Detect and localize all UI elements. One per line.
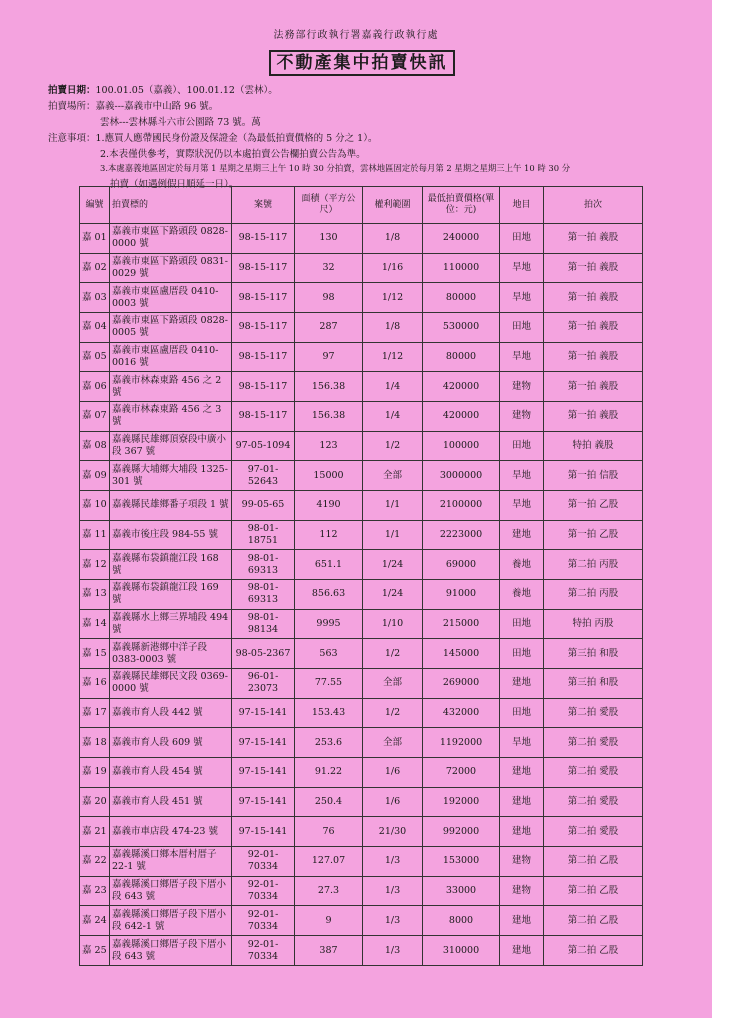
- cell-no: 嘉 03: [80, 283, 110, 313]
- table-row: [80, 283, 643, 313]
- cell-case: 97-15-141: [232, 758, 295, 788]
- cell-round: 第一拍 信股: [544, 461, 643, 491]
- table-row: [80, 372, 643, 402]
- cell-land: 田地: [500, 431, 544, 461]
- cell-area: 32: [295, 253, 363, 283]
- header-round: 拍次: [544, 187, 643, 224]
- cell-item: 嘉義縣民雄鄉民文段 0369-0000 號: [110, 669, 232, 699]
- cell-no: 嘉 04: [80, 313, 110, 343]
- cell-price: 100000: [423, 431, 500, 461]
- cell-round: 第二拍 愛股: [544, 787, 643, 817]
- cell-area: 15000: [295, 461, 363, 491]
- cell-land: 建地: [500, 936, 544, 966]
- cell-round: 第二拍 乙股: [544, 906, 643, 936]
- note-2: 2.本表僅供參考，實際狀況仍以本處拍賣公告欄拍賣公告為準。: [100, 149, 366, 160]
- cell-case: 97-01-52643: [232, 461, 295, 491]
- cell-item: 嘉義市東區下路頭段 0828-0000 號: [110, 224, 232, 254]
- cell-rights: 1/16: [363, 253, 423, 283]
- cell-round: 第一拍 義股: [544, 402, 643, 432]
- cell-land: 田地: [500, 639, 544, 669]
- cell-case: 98-15-117: [232, 372, 295, 402]
- cell-round: 第一拍 義股: [544, 253, 643, 283]
- table-row: [80, 402, 643, 432]
- auction-place-yunlin: 雲林---雲林縣斗六市公園路 73 號。萬: [100, 117, 261, 128]
- cell-rights: 1/2: [363, 639, 423, 669]
- cell-price: 420000: [423, 372, 500, 402]
- cell-rights: 1/4: [363, 372, 423, 402]
- table-row: [80, 609, 643, 639]
- cell-item: 嘉義市林森東路 456 之 3 號: [110, 402, 232, 432]
- cell-case: 98-15-117: [232, 342, 295, 372]
- cell-area: 123: [295, 431, 363, 461]
- cell-no: 嘉 06: [80, 372, 110, 402]
- cell-no: 嘉 25: [80, 936, 110, 966]
- table-row: [80, 906, 643, 936]
- cell-item: 嘉義縣大埔鄉大埔段 1325-301 號: [110, 461, 232, 491]
- cell-price: 69000: [423, 550, 500, 580]
- cell-price: 310000: [423, 936, 500, 966]
- header-land: 地目: [500, 187, 544, 224]
- header-price: 最低拍賣價格(單位：元): [423, 187, 500, 224]
- cell-land: 建物: [500, 372, 544, 402]
- cell-area: 77.55: [295, 669, 363, 699]
- table-row: [80, 313, 643, 343]
- cell-round: 第三拍 和股: [544, 639, 643, 669]
- cell-round: 第二拍 乙股: [544, 876, 643, 906]
- cell-rights: 1/8: [363, 313, 423, 343]
- cell-price: 192000: [423, 787, 500, 817]
- cell-no: 嘉 13: [80, 580, 110, 610]
- cell-round: 第三拍 和股: [544, 669, 643, 699]
- cell-rights: 1/12: [363, 342, 423, 372]
- cell-land: 旱地: [500, 491, 544, 521]
- cell-area: 253.6: [295, 728, 363, 758]
- cell-area: 91.22: [295, 758, 363, 788]
- cell-item: 嘉義市後庄段 984-55 號: [110, 520, 232, 550]
- table-row: [80, 550, 643, 580]
- cell-area: 9: [295, 906, 363, 936]
- cell-rights: 1/3: [363, 847, 423, 877]
- auction-place-chiayi: 嘉義---嘉義市中山路 96 號。: [95, 101, 219, 112]
- cell-case: 98-01-18751: [232, 520, 295, 550]
- cell-item: 嘉義縣溪口鄉本厝村厝子 22-1 號: [110, 847, 232, 877]
- cell-area: 27.3: [295, 876, 363, 906]
- table-row: [80, 520, 643, 550]
- cell-price: 153000: [423, 847, 500, 877]
- cell-land: 旱地: [500, 283, 544, 313]
- cell-rights: 1/10: [363, 609, 423, 639]
- cell-price: 2100000: [423, 491, 500, 521]
- cell-item: 嘉義市東區下路頭段 0831-0029 號: [110, 253, 232, 283]
- cell-case: 97-15-141: [232, 728, 295, 758]
- cell-case: 99-05-65: [232, 491, 295, 521]
- cell-land: 田地: [500, 313, 544, 343]
- cell-item: 嘉義縣布袋鎮龍江段 169 號: [110, 580, 232, 610]
- auction-date-label: 拍賣日期：: [48, 85, 96, 96]
- header-no: 編號: [80, 187, 110, 224]
- cell-area: 127.07: [295, 847, 363, 877]
- cell-case: 92-01-70334: [232, 876, 295, 906]
- cell-round: 第一拍 義股: [544, 372, 643, 402]
- cell-no: 嘉 22: [80, 847, 110, 877]
- cell-rights: 1/3: [363, 936, 423, 966]
- cell-area: 250.4: [295, 787, 363, 817]
- cell-no: 嘉 24: [80, 906, 110, 936]
- note-1: 1.應買人應帶國民身份證及保證金（為最低拍賣價格的 5 分之 1）。: [95, 133, 378, 144]
- cell-price: 240000: [423, 224, 500, 254]
- note-3-continued: 拍賣（如遇例假日順延一日）。: [110, 179, 239, 190]
- cell-rights: 1/24: [363, 580, 423, 610]
- cell-land: 建地: [500, 520, 544, 550]
- cell-round: 第二拍 愛股: [544, 817, 643, 847]
- table-row: [80, 461, 643, 491]
- cell-no: 嘉 07: [80, 402, 110, 432]
- table-header-row: [80, 187, 643, 224]
- cell-case: 98-15-117: [232, 283, 295, 313]
- cell-price: 992000: [423, 817, 500, 847]
- cell-land: 建物: [500, 847, 544, 877]
- cell-price: 8000: [423, 906, 500, 936]
- auction-place-label: 拍賣場所：: [48, 101, 96, 112]
- cell-case: 98-15-117: [232, 224, 295, 254]
- cell-rights: 1/3: [363, 906, 423, 936]
- cell-price: 432000: [423, 698, 500, 728]
- cell-item: 嘉義市東區下路頭段 0828-0005 號: [110, 313, 232, 343]
- cell-rights: 1/6: [363, 787, 423, 817]
- cell-round: 第二拍 愛股: [544, 698, 643, 728]
- cell-rights: 1/1: [363, 520, 423, 550]
- cell-case: 98-15-117: [232, 313, 295, 343]
- cell-price: 420000: [423, 402, 500, 432]
- cell-land: 建物: [500, 402, 544, 432]
- cell-rights: 全部: [363, 728, 423, 758]
- cell-area: 156.38: [295, 402, 363, 432]
- cell-price: 2223000: [423, 520, 500, 550]
- table-row: [80, 342, 643, 372]
- cell-rights: 1/6: [363, 758, 423, 788]
- cell-rights: 1/2: [363, 431, 423, 461]
- cell-item: 嘉義市東區盧厝段 0410-0003 號: [110, 283, 232, 313]
- cell-land: 旱地: [500, 253, 544, 283]
- table-row: [80, 698, 643, 728]
- cell-item: 嘉義縣布袋鎮龍江段 168 號: [110, 550, 232, 580]
- cell-no: 嘉 21: [80, 817, 110, 847]
- table-row: [80, 491, 643, 521]
- cell-price: 215000: [423, 609, 500, 639]
- cell-round: 第二拍 愛股: [544, 758, 643, 788]
- cell-case: 97-15-141: [232, 698, 295, 728]
- cell-rights: 1/24: [363, 550, 423, 580]
- cell-no: 嘉 05: [80, 342, 110, 372]
- cell-rights: 1/2: [363, 698, 423, 728]
- cell-round: 第一拍 義股: [544, 313, 643, 343]
- cell-area: 651.1: [295, 550, 363, 580]
- cell-case: 98-15-117: [232, 402, 295, 432]
- cell-area: 98: [295, 283, 363, 313]
- table-row: [80, 639, 643, 669]
- cell-no: 嘉 08: [80, 431, 110, 461]
- table-row: [80, 936, 643, 966]
- cell-case: 98-01-69313: [232, 550, 295, 580]
- cell-round: 特拍 丙股: [544, 609, 643, 639]
- header-case: 案號: [232, 187, 295, 224]
- cell-area: 156.38: [295, 372, 363, 402]
- table-body: [80, 224, 643, 966]
- cell-round: 第二拍 丙股: [544, 550, 643, 580]
- table-row: [80, 758, 643, 788]
- cell-round: 特拍 義股: [544, 431, 643, 461]
- cell-land: 旱地: [500, 342, 544, 372]
- cell-price: 530000: [423, 313, 500, 343]
- cell-area: 856.63: [295, 580, 363, 610]
- cell-no: 嘉 15: [80, 639, 110, 669]
- cell-land: 旱地: [500, 461, 544, 491]
- cell-no: 嘉 01: [80, 224, 110, 254]
- cell-item: 嘉義縣民雄鄉頂寮段中廣小段 367 號: [110, 431, 232, 461]
- cell-item: 嘉義縣民雄鄉番子項段 1 號: [110, 491, 232, 521]
- cell-land: 建地: [500, 817, 544, 847]
- cell-land: 旱地: [500, 728, 544, 758]
- cell-item: 嘉義市育人段 454 號: [110, 758, 232, 788]
- cell-price: 91000: [423, 580, 500, 610]
- cell-price: 1192000: [423, 728, 500, 758]
- agency-name: 法務部行政執行署嘉義行政執行處: [273, 30, 439, 41]
- cell-rights: 21/30: [363, 817, 423, 847]
- cell-land: 建地: [500, 906, 544, 936]
- cell-no: 嘉 02: [80, 253, 110, 283]
- header-rights: 權利範圍: [363, 187, 423, 224]
- cell-case: 92-01-70334: [232, 936, 295, 966]
- cell-area: 9995: [295, 609, 363, 639]
- header-item: 拍賣標的: [110, 187, 232, 224]
- cell-price: 110000: [423, 253, 500, 283]
- cell-no: 嘉 09: [80, 461, 110, 491]
- cell-case: 98-05-2367: [232, 639, 295, 669]
- cell-price: 72000: [423, 758, 500, 788]
- table-row: [80, 787, 643, 817]
- cell-area: 112: [295, 520, 363, 550]
- cell-case: 96-01-23073: [232, 669, 295, 699]
- cell-item: 嘉義縣溪口鄉厝子段下厝小段 643 號: [110, 936, 232, 966]
- table-row: [80, 876, 643, 906]
- cell-round: 第一拍 乙股: [544, 491, 643, 521]
- cell-land: 田地: [500, 224, 544, 254]
- cell-land: 建地: [500, 787, 544, 817]
- cell-land: 建地: [500, 669, 544, 699]
- note-3: 3.本處嘉義地區固定於每月第 1 星期之星期三上午 10 時 30 分拍賣，雲林地區固定於每月第 2 星期之星期三上午 10 時 30 分: [100, 163, 571, 173]
- cell-price: 3000000: [423, 461, 500, 491]
- table-row: [80, 253, 643, 283]
- cell-round: 第二拍 乙股: [544, 847, 643, 877]
- auction-date-line: [48, 82, 278, 96]
- cell-area: 4190: [295, 491, 363, 521]
- table-row: [80, 224, 643, 254]
- cell-rights: 全部: [363, 461, 423, 491]
- cell-land: 養地: [500, 550, 544, 580]
- cell-area: 130: [295, 224, 363, 254]
- auction-place-line: [48, 98, 218, 112]
- cell-no: 嘉 16: [80, 669, 110, 699]
- cell-no: 嘉 11: [80, 520, 110, 550]
- cell-price: 33000: [423, 876, 500, 906]
- cell-rights: 1/1: [363, 491, 423, 521]
- table-row: [80, 580, 643, 610]
- cell-round: 第一拍 乙股: [544, 520, 643, 550]
- cell-price: 145000: [423, 639, 500, 669]
- cell-land: 建地: [500, 758, 544, 788]
- cell-case: 98-15-117: [232, 253, 295, 283]
- cell-land: 建物: [500, 876, 544, 906]
- cell-round: 第一拍 義股: [544, 342, 643, 372]
- cell-no: 嘉 10: [80, 491, 110, 521]
- cell-no: 嘉 14: [80, 609, 110, 639]
- cell-price: 80000: [423, 283, 500, 313]
- cell-no: 嘉 20: [80, 787, 110, 817]
- cell-item: 嘉義縣溪口鄉厝子段下厝小段 642-1 號: [110, 906, 232, 936]
- cell-round: 第一拍 義股: [544, 224, 643, 254]
- cell-area: 153.43: [295, 698, 363, 728]
- cell-case: 92-01-70334: [232, 906, 295, 936]
- cell-price: 80000: [423, 342, 500, 372]
- auction-date-value: 100.01.05（嘉義）、100.01.12（雲林）。: [95, 85, 278, 96]
- cell-round: 第二拍 乙股: [544, 936, 643, 966]
- cell-round: 第一拍 義股: [544, 283, 643, 313]
- cell-area: 563: [295, 639, 363, 669]
- cell-item: 嘉義縣水上鄉三界埔段 494 號: [110, 609, 232, 639]
- table-row: [80, 817, 643, 847]
- cell-case: 97-05-1094: [232, 431, 295, 461]
- cell-rights: 1/4: [363, 402, 423, 432]
- cell-rights: 1/8: [363, 224, 423, 254]
- cell-area: 287: [295, 313, 363, 343]
- cell-item: 嘉義縣新港鄉中洋子段 0383-0003 號: [110, 639, 232, 669]
- cell-no: 嘉 12: [80, 550, 110, 580]
- cell-case: 97-15-141: [232, 817, 295, 847]
- cell-rights: 全部: [363, 669, 423, 699]
- auction-table: [79, 186, 643, 966]
- cell-area: 97: [295, 342, 363, 372]
- table-row: [80, 847, 643, 877]
- cell-item: 嘉義市林森東路 456 之 2 號: [110, 372, 232, 402]
- cell-case: 98-01-69313: [232, 580, 295, 610]
- cell-item: 嘉義市東區盧厝段 0410-0016 號: [110, 342, 232, 372]
- cell-land: 田地: [500, 609, 544, 639]
- notes-line-1: [48, 130, 377, 144]
- table-row: [80, 728, 643, 758]
- cell-case: 98-01-98134: [232, 609, 295, 639]
- table-row: [80, 431, 643, 461]
- cell-item: 嘉義市育人段 451 號: [110, 787, 232, 817]
- cell-area: 387: [295, 936, 363, 966]
- cell-item: 嘉義市車店段 474-23 號: [110, 817, 232, 847]
- notes-label: 注意事項：: [48, 133, 96, 144]
- cell-case: 92-01-70334: [232, 847, 295, 877]
- cell-land: 養地: [500, 580, 544, 610]
- header-area: 面積（平方公尺）: [295, 187, 363, 224]
- cell-rights: 1/3: [363, 876, 423, 906]
- cell-no: 嘉 17: [80, 698, 110, 728]
- document-title: 不動產集中拍賣快訊: [269, 50, 455, 76]
- cell-land: 田地: [500, 698, 544, 728]
- table-row: [80, 669, 643, 699]
- cell-item: 嘉義市育人段 609 號: [110, 728, 232, 758]
- cell-round: 第二拍 丙股: [544, 580, 643, 610]
- cell-no: 嘉 19: [80, 758, 110, 788]
- cell-no: 嘉 23: [80, 876, 110, 906]
- cell-price: 269000: [423, 669, 500, 699]
- cell-round: 第二拍 愛股: [544, 728, 643, 758]
- cell-item: 嘉義市育人段 442 號: [110, 698, 232, 728]
- cell-rights: 1/12: [363, 283, 423, 313]
- cell-area: 76: [295, 817, 363, 847]
- cell-case: 97-15-141: [232, 787, 295, 817]
- cell-no: 嘉 18: [80, 728, 110, 758]
- cell-item: 嘉義縣溪口鄉厝子段下厝小段 643 號: [110, 876, 232, 906]
